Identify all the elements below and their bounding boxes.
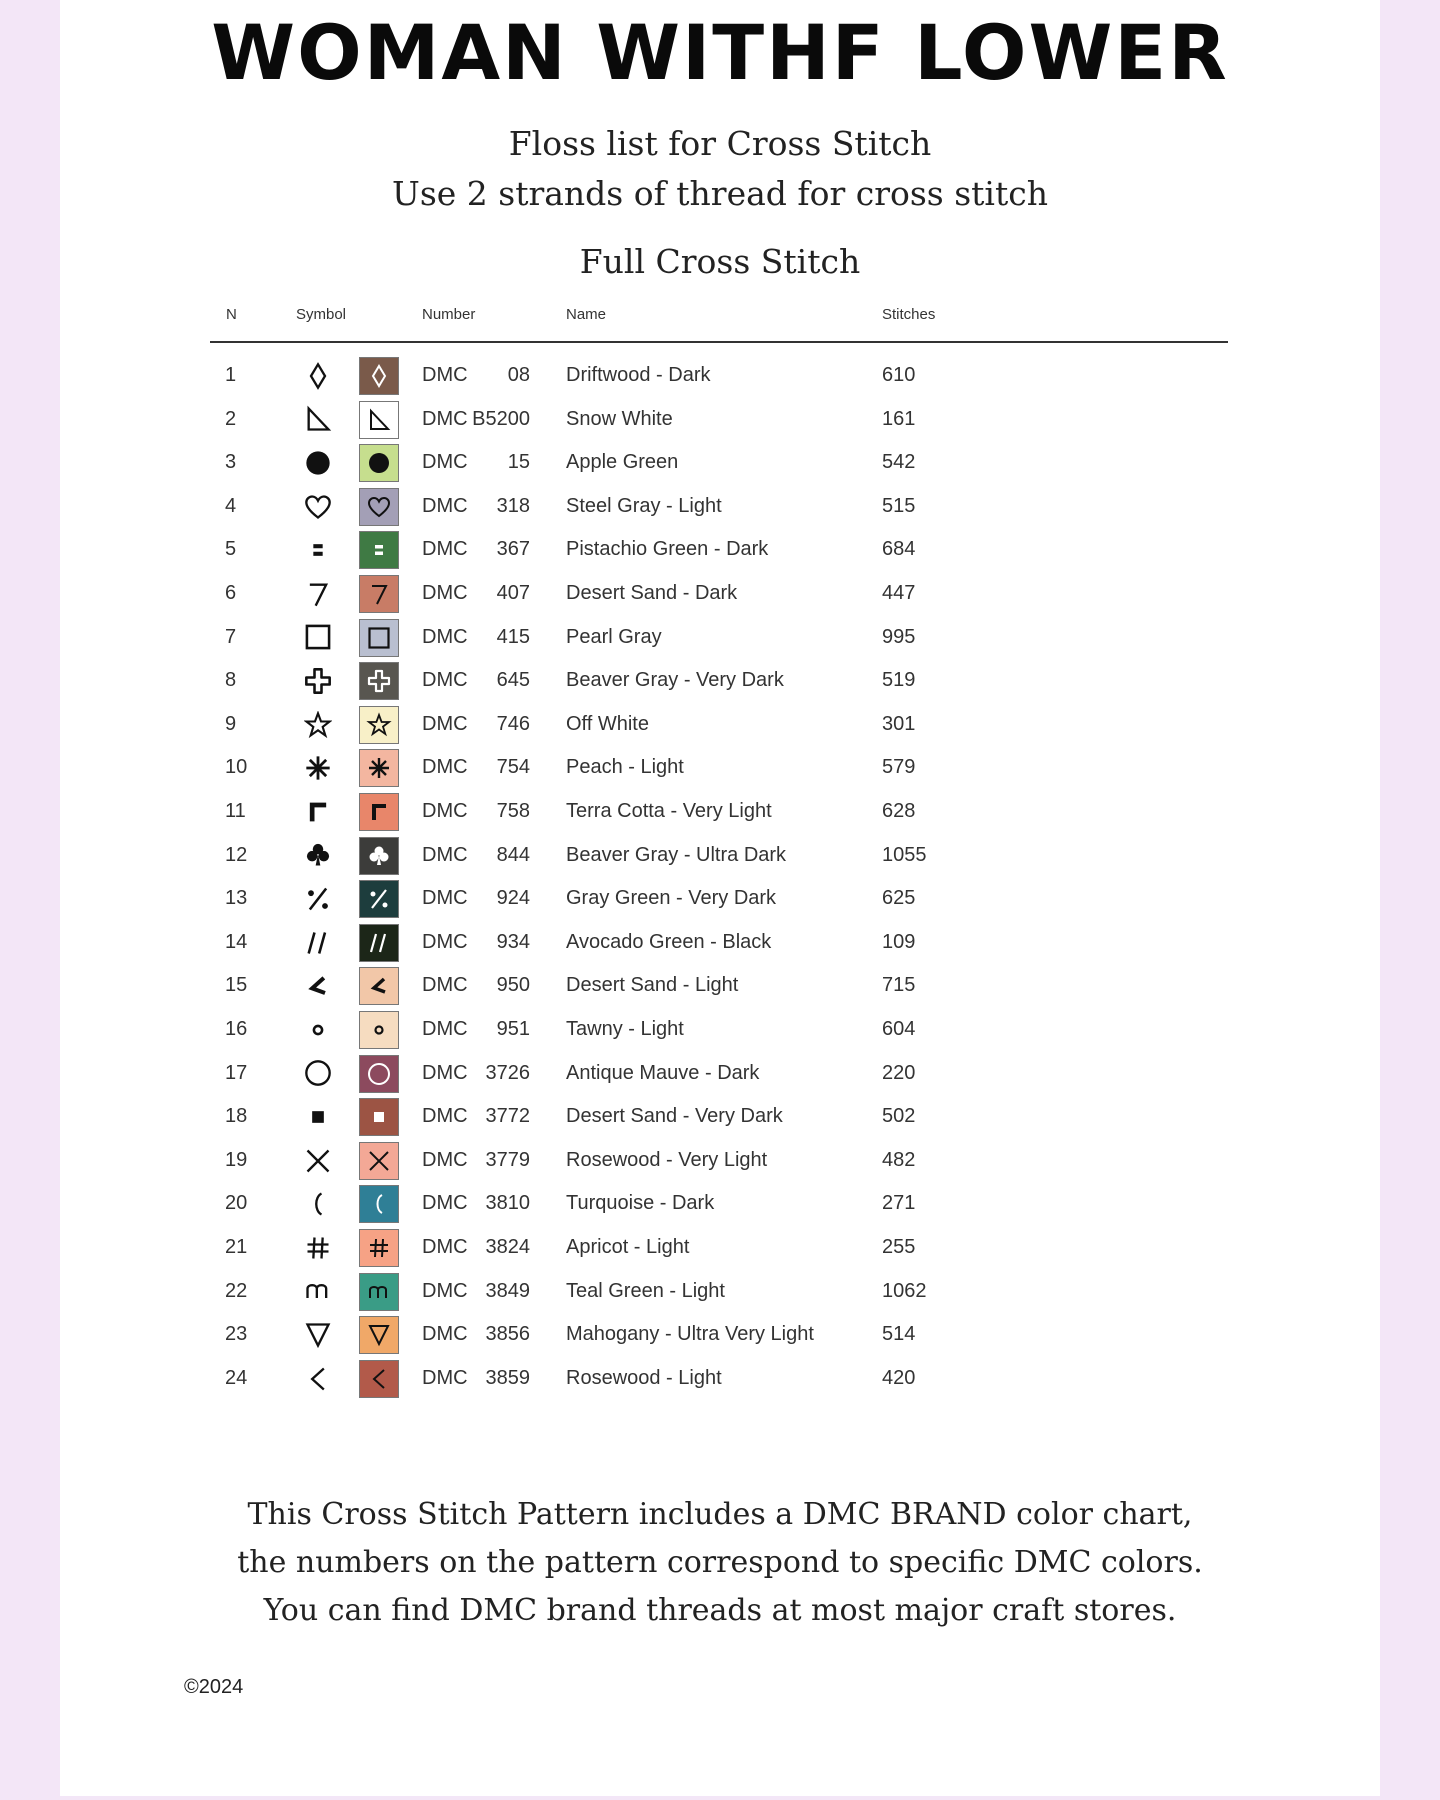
small-circle-icon — [296, 1008, 340, 1052]
header-n: N — [226, 306, 237, 323]
stitch-count: 628 — [882, 800, 916, 822]
floss-number: 415 — [496, 625, 530, 648]
row-number: 18 — [225, 1105, 248, 1128]
floss-number: 645 — [496, 669, 530, 692]
row-number: 6 — [225, 582, 237, 604]
floss-brand: DMC — [422, 1018, 468, 1040]
table-row — [60, 485, 1380, 529]
stitch-count: 610 — [882, 364, 916, 386]
floss-name: Rosewood - Very Light — [566, 1148, 768, 1171]
color-swatch — [359, 967, 399, 1005]
club-icon — [296, 834, 340, 878]
row-number: 1 — [225, 364, 237, 386]
color-swatch — [359, 662, 399, 700]
floss-name: Apricot - Light — [566, 1236, 690, 1258]
color-swatch — [359, 706, 399, 744]
floss-brand: DMC — [422, 887, 468, 910]
floss-name: Tawny - Light — [566, 1018, 684, 1040]
color-swatch — [359, 793, 399, 831]
floss-brand: DMC — [422, 494, 468, 517]
floss-name: Desert Sand - Light — [566, 974, 739, 997]
floss-number: 924 — [496, 887, 530, 910]
stitch-count: 502 — [882, 1105, 916, 1128]
stitch-count: 514 — [882, 1323, 916, 1346]
row-number: 12 — [225, 843, 248, 866]
stitch-count: 515 — [882, 494, 916, 517]
stitch-count: 220 — [882, 1061, 916, 1084]
color-swatch — [359, 531, 399, 569]
table-row — [60, 921, 1380, 965]
floss-number: 934 — [496, 930, 530, 953]
header-stitches: Stitches — [882, 306, 936, 323]
row-number: 9 — [225, 712, 237, 735]
header-name: Name — [566, 306, 607, 323]
footer-line-2: the numbers on the pattern correspond to specific DMC colors. — [237, 1545, 1203, 1580]
table-row — [60, 572, 1380, 616]
floss-brand: DMC — [422, 1105, 468, 1128]
floss-name: Gray Green - Very Dark — [566, 887, 777, 910]
stitch-count: 482 — [882, 1148, 916, 1171]
row-number: 2 — [225, 407, 237, 430]
floss-number: 3849 — [485, 1279, 530, 1302]
color-swatch — [359, 837, 399, 875]
floss-number: 951 — [496, 1018, 530, 1040]
seven-icon — [296, 572, 340, 616]
floss-name: Pistachio Green - Dark — [566, 538, 769, 561]
floss-number: 15 — [507, 451, 530, 474]
table-row — [60, 1052, 1380, 1096]
floss-number: 758 — [496, 800, 530, 822]
percent-icon — [296, 877, 340, 921]
table-row — [60, 528, 1380, 572]
table-row — [60, 1182, 1380, 1226]
floss-brand: DMC — [422, 1061, 468, 1084]
double-slash-icon — [296, 921, 340, 965]
section-heading: Full Cross Stitch — [579, 242, 861, 281]
heart-icon — [296, 485, 340, 529]
color-swatch — [359, 880, 399, 918]
table-row — [60, 1226, 1380, 1270]
floss-brand: DMC — [422, 364, 468, 386]
small-square-icon — [296, 1095, 340, 1139]
row-number: 10 — [225, 756, 248, 779]
color-swatch — [359, 1098, 399, 1136]
table-row — [60, 398, 1380, 442]
color-swatch — [359, 1273, 399, 1311]
right-triangle-icon — [296, 398, 340, 442]
row-number: 14 — [225, 930, 248, 953]
floss-name: Teal Green - Light — [566, 1279, 725, 1302]
stitch-count: 301 — [882, 712, 916, 735]
crescent-icon — [296, 1182, 340, 1226]
floss-number: 367 — [496, 538, 530, 561]
floss-number: 3810 — [485, 1192, 530, 1215]
floss-brand: DMC — [422, 407, 468, 430]
color-swatch — [359, 1229, 399, 1267]
stitch-count: 519 — [882, 669, 916, 692]
floss-name: Mahogany - Ultra Very Light — [566, 1323, 814, 1346]
floss-name: Pearl Gray — [566, 625, 662, 648]
row-number: 22 — [225, 1279, 248, 1302]
floss-list-page — [60, 0, 1380, 1796]
stitch-count: 161 — [882, 407, 916, 430]
row-number: 3 — [225, 451, 237, 474]
floss-brand: DMC — [422, 974, 468, 997]
pattern-title: WOMAN WITHF LOWER — [211, 8, 1229, 97]
floss-name: Rosewood - Light — [566, 1366, 722, 1389]
floss-brand: DMC — [422, 800, 468, 822]
stitch-count: 625 — [882, 887, 916, 910]
row-number: 4 — [225, 494, 237, 517]
floss-brand: DMC — [422, 582, 468, 604]
floss-number: 844 — [496, 843, 530, 866]
stitch-count: 1062 — [882, 1279, 927, 1302]
floss-brand: DMC — [422, 1366, 468, 1389]
floss-brand: DMC — [422, 625, 468, 648]
table-row — [60, 441, 1380, 485]
floss-number: 950 — [496, 974, 530, 997]
color-swatch — [359, 749, 399, 787]
color-swatch — [359, 1316, 399, 1354]
asterisk-icon — [296, 746, 340, 790]
table-row — [60, 703, 1380, 747]
strands-instruction: Use 2 strands of thread for cross stitch — [392, 174, 1048, 213]
table-row — [60, 790, 1380, 834]
hash-icon — [296, 1226, 340, 1270]
floss-number: 318 — [496, 494, 530, 517]
stitch-count: 604 — [882, 1018, 916, 1040]
diamond-icon — [296, 354, 340, 398]
floss-brand: DMC — [422, 1148, 468, 1171]
floss-name: Desert Sand - Very Dark — [566, 1105, 783, 1128]
floss-brand: DMC — [422, 1323, 468, 1346]
floss-brand: DMC — [422, 669, 468, 692]
row-number: 17 — [225, 1061, 248, 1084]
floss-brand: DMC — [422, 756, 468, 779]
color-swatch — [359, 357, 399, 395]
row-number: 13 — [225, 887, 248, 910]
floss-brand: DMC — [422, 843, 468, 866]
stitch-count: 995 — [882, 625, 916, 648]
floss-number: 08 — [507, 364, 530, 386]
stitch-count: 255 — [882, 1236, 916, 1258]
table-row — [60, 834, 1380, 878]
floss-brand: DMC — [422, 1279, 468, 1302]
angle-icon — [296, 964, 340, 1008]
floss-name: Peach - Light — [566, 756, 684, 779]
row-number: 8 — [225, 669, 237, 692]
color-swatch — [359, 488, 399, 526]
down-triangle-icon — [296, 1313, 340, 1357]
stitch-count: 1055 — [882, 843, 927, 866]
floss-brand: DMC — [422, 930, 468, 953]
stitch-count: 109 — [882, 930, 916, 953]
floss-number: 754 — [496, 756, 530, 779]
filled-circle-icon — [296, 441, 340, 485]
floss-name: Terra Cotta - Very Light — [566, 800, 772, 822]
table-row — [60, 1357, 1380, 1401]
table-row — [60, 659, 1380, 703]
stitch-count: 579 — [882, 756, 916, 779]
stitch-count: 420 — [882, 1366, 916, 1389]
floss-name: Snow White — [566, 407, 673, 430]
stitch-count: 447 — [882, 582, 916, 604]
floss-list-subtitle: Floss list for Cross Stitch — [508, 124, 932, 163]
star-icon — [296, 703, 340, 747]
floss-number: 3859 — [485, 1366, 530, 1389]
floss-number: 3824 — [485, 1236, 530, 1258]
circle-outline-icon — [296, 1052, 340, 1096]
floss-number: 3726 — [485, 1061, 530, 1084]
floss-number: 746 — [496, 712, 530, 735]
table-row — [60, 1095, 1380, 1139]
row-number: 11 — [225, 800, 246, 822]
color-swatch — [359, 444, 399, 482]
floss-number: 3779 — [485, 1148, 530, 1171]
m-icon — [296, 1270, 340, 1314]
color-swatch — [359, 1360, 399, 1398]
color-swatch — [359, 619, 399, 657]
footer-line-1: This Cross Stitch Pattern includes a DMC BRAND color chart, — [247, 1497, 1193, 1532]
plus-outline-icon — [296, 659, 340, 703]
color-swatch — [359, 1011, 399, 1049]
table-row — [60, 746, 1380, 790]
row-number: 24 — [225, 1366, 248, 1389]
floss-name: Beaver Gray - Ultra Dark — [566, 843, 787, 866]
floss-name: Antique Mauve - Dark — [566, 1061, 760, 1084]
color-swatch — [359, 401, 399, 439]
color-swatch — [359, 1185, 399, 1223]
table-row — [60, 1139, 1380, 1183]
square-icon — [296, 616, 340, 660]
floss-name: Steel Gray - Light — [566, 494, 722, 517]
floss-number: B5200 — [472, 407, 530, 430]
header-symbol: Symbol — [296, 306, 347, 323]
floss-brand: DMC — [422, 712, 468, 735]
floss-brand: DMC — [422, 451, 468, 474]
table-row — [60, 1008, 1380, 1052]
row-number: 20 — [225, 1192, 248, 1215]
floss-name: Turquoise - Dark — [566, 1192, 715, 1215]
table-row — [60, 1270, 1380, 1314]
copyright: ©2024 — [184, 1676, 244, 1698]
table-row — [60, 877, 1380, 921]
header-divider — [210, 341, 1228, 343]
floss-name: Beaver Gray - Very Dark — [566, 669, 784, 692]
floss-name: Desert Sand - Dark — [566, 582, 738, 604]
floss-name: Avocado Green - Black — [566, 930, 772, 953]
equals-icon — [296, 528, 340, 572]
table-row — [60, 1313, 1380, 1357]
floss-number: 3772 — [485, 1105, 530, 1128]
floss-name: Off White — [566, 712, 649, 735]
row-number: 5 — [225, 538, 237, 561]
x-icon — [296, 1139, 340, 1183]
floss-number: 407 — [496, 582, 530, 604]
stitch-count: 684 — [882, 538, 916, 561]
floss-brand: DMC — [422, 1192, 468, 1215]
floss-brand: DMC — [422, 1236, 468, 1258]
table-row — [60, 354, 1380, 398]
row-number: 23 — [225, 1323, 248, 1346]
row-number: 19 — [225, 1148, 248, 1171]
stitch-count: 542 — [882, 451, 916, 474]
chevron-left-icon — [296, 1357, 340, 1401]
floss-name: Apple Green — [566, 451, 679, 474]
color-swatch — [359, 1055, 399, 1093]
row-number: 15 — [225, 974, 248, 997]
color-swatch — [359, 575, 399, 613]
table-row — [60, 616, 1380, 660]
floss-name: Driftwood - Dark — [566, 364, 711, 386]
row-number: 16 — [225, 1018, 248, 1040]
row-number: 7 — [225, 625, 237, 648]
header-number: Number — [422, 306, 476, 323]
corner-icon — [296, 790, 340, 834]
footer-line-3: You can find DMC brand threads at most major craft stores. — [263, 1593, 1177, 1628]
color-swatch — [359, 1142, 399, 1180]
color-swatch — [359, 924, 399, 962]
stitch-count: 271 — [882, 1192, 916, 1215]
stitch-count: 715 — [882, 974, 916, 997]
floss-number: 3856 — [485, 1323, 530, 1346]
row-number: 21 — [225, 1236, 248, 1258]
floss-brand: DMC — [422, 538, 468, 561]
table-row — [60, 964, 1380, 1008]
